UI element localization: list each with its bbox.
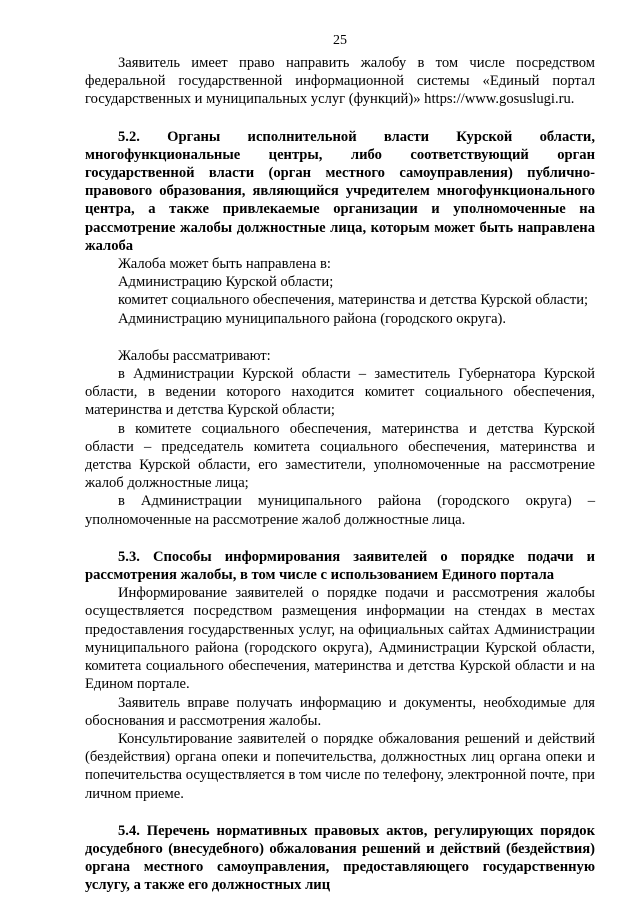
reviewer-item: в Администрации Курской области – заместитель Губернатора Курской области, в ведении которого находится комитет социального обеспечения, материнства и детства Курской области; [85, 366, 595, 419]
reviewer-item: в Администрации муниципального района (городского округа) – уполномоченные на рассмотрение жалоб должностные лица. [85, 493, 595, 528]
page-number: 25 [333, 33, 347, 48]
section-5-3-paragraph: Информирование заявителей о порядке подачи и рассмотрения жалобы осуществляется посредством размещения информации на стендах в местах предоставления государственных услуг, на официальных сайтах Администрации муниципального района (городского округа), Администрации Курской области, комитета социального обеспечения, материнства и детства Курской области и на Едином портале. [85, 585, 595, 693]
reviewer-item: в комитете социального обеспечения, материнства и детства Курской области – председатель комитета социального обеспечения, материнства и детства Курской области, его заместители, уполномоченные на рассмотрение жалоб должностные лица; [85, 420, 595, 492]
recipient-item: Администрацию муниципального района (городского округа). [118, 310, 507, 327]
section-5-3-heading: 5.3. Способы информирования заявителей о порядке подачи и рассмотрения жалобы, в том числе с использованием Единого портала [85, 548, 595, 584]
section-5-3-paragraph: Заявитель вправе получать информацию и документы, необходимые для обоснования и рассмотрения жалобы. [85, 694, 595, 729]
recipient-item: комитет социального обеспечения, материнства и детства Курской области; [118, 292, 589, 309]
reviewers-lead: Жалобы рассматривают: [118, 347, 271, 364]
section-5-2-lead: Жалоба может быть направлена в: [118, 256, 331, 273]
spacer [85, 803, 595, 822]
spacer [85, 529, 595, 548]
intro-paragraph: Заявитель имеет право направить жалобу в том числе посредством федеральной государственной информационной системы «Единый портал государственных и муниципальных услуг (функций)» https://www.gosuslugi.ru. [85, 55, 595, 108]
section-5-2-heading: 5.2. Органы исполнительной власти Курской области, многофункциональные центры, либо соответствующий орган государственной власти (орган местного самоуправления) публично-правового образования, являющийся учредителем многофункционального центра, а также привлекаемые организации и уполномоченные на рассмотрение жалобы должностные лица, которым может быть направлена жалоба [85, 128, 595, 254]
spacer [85, 328, 595, 347]
section-5-3-paragraph: Консультирование заявителей о порядке обжалования решений и действий (бездействия) органа опеки и попечительства, должностных лиц органа опеки и попечительства осуществляется в том числе по телефону, электронной почте, при личном приеме. [85, 730, 595, 802]
recipient-item: Администрацию Курской области; [118, 274, 334, 291]
section-5-4-heading: 5.4. Перечень нормативных правовых актов, регулирующих порядок досудебного (внесудебного) обжалования решений и действий (бездействия) органа местного самоуправления, предоставляющего государственную услугу, а также его должностных лиц [85, 822, 595, 894]
spacer [85, 109, 595, 128]
